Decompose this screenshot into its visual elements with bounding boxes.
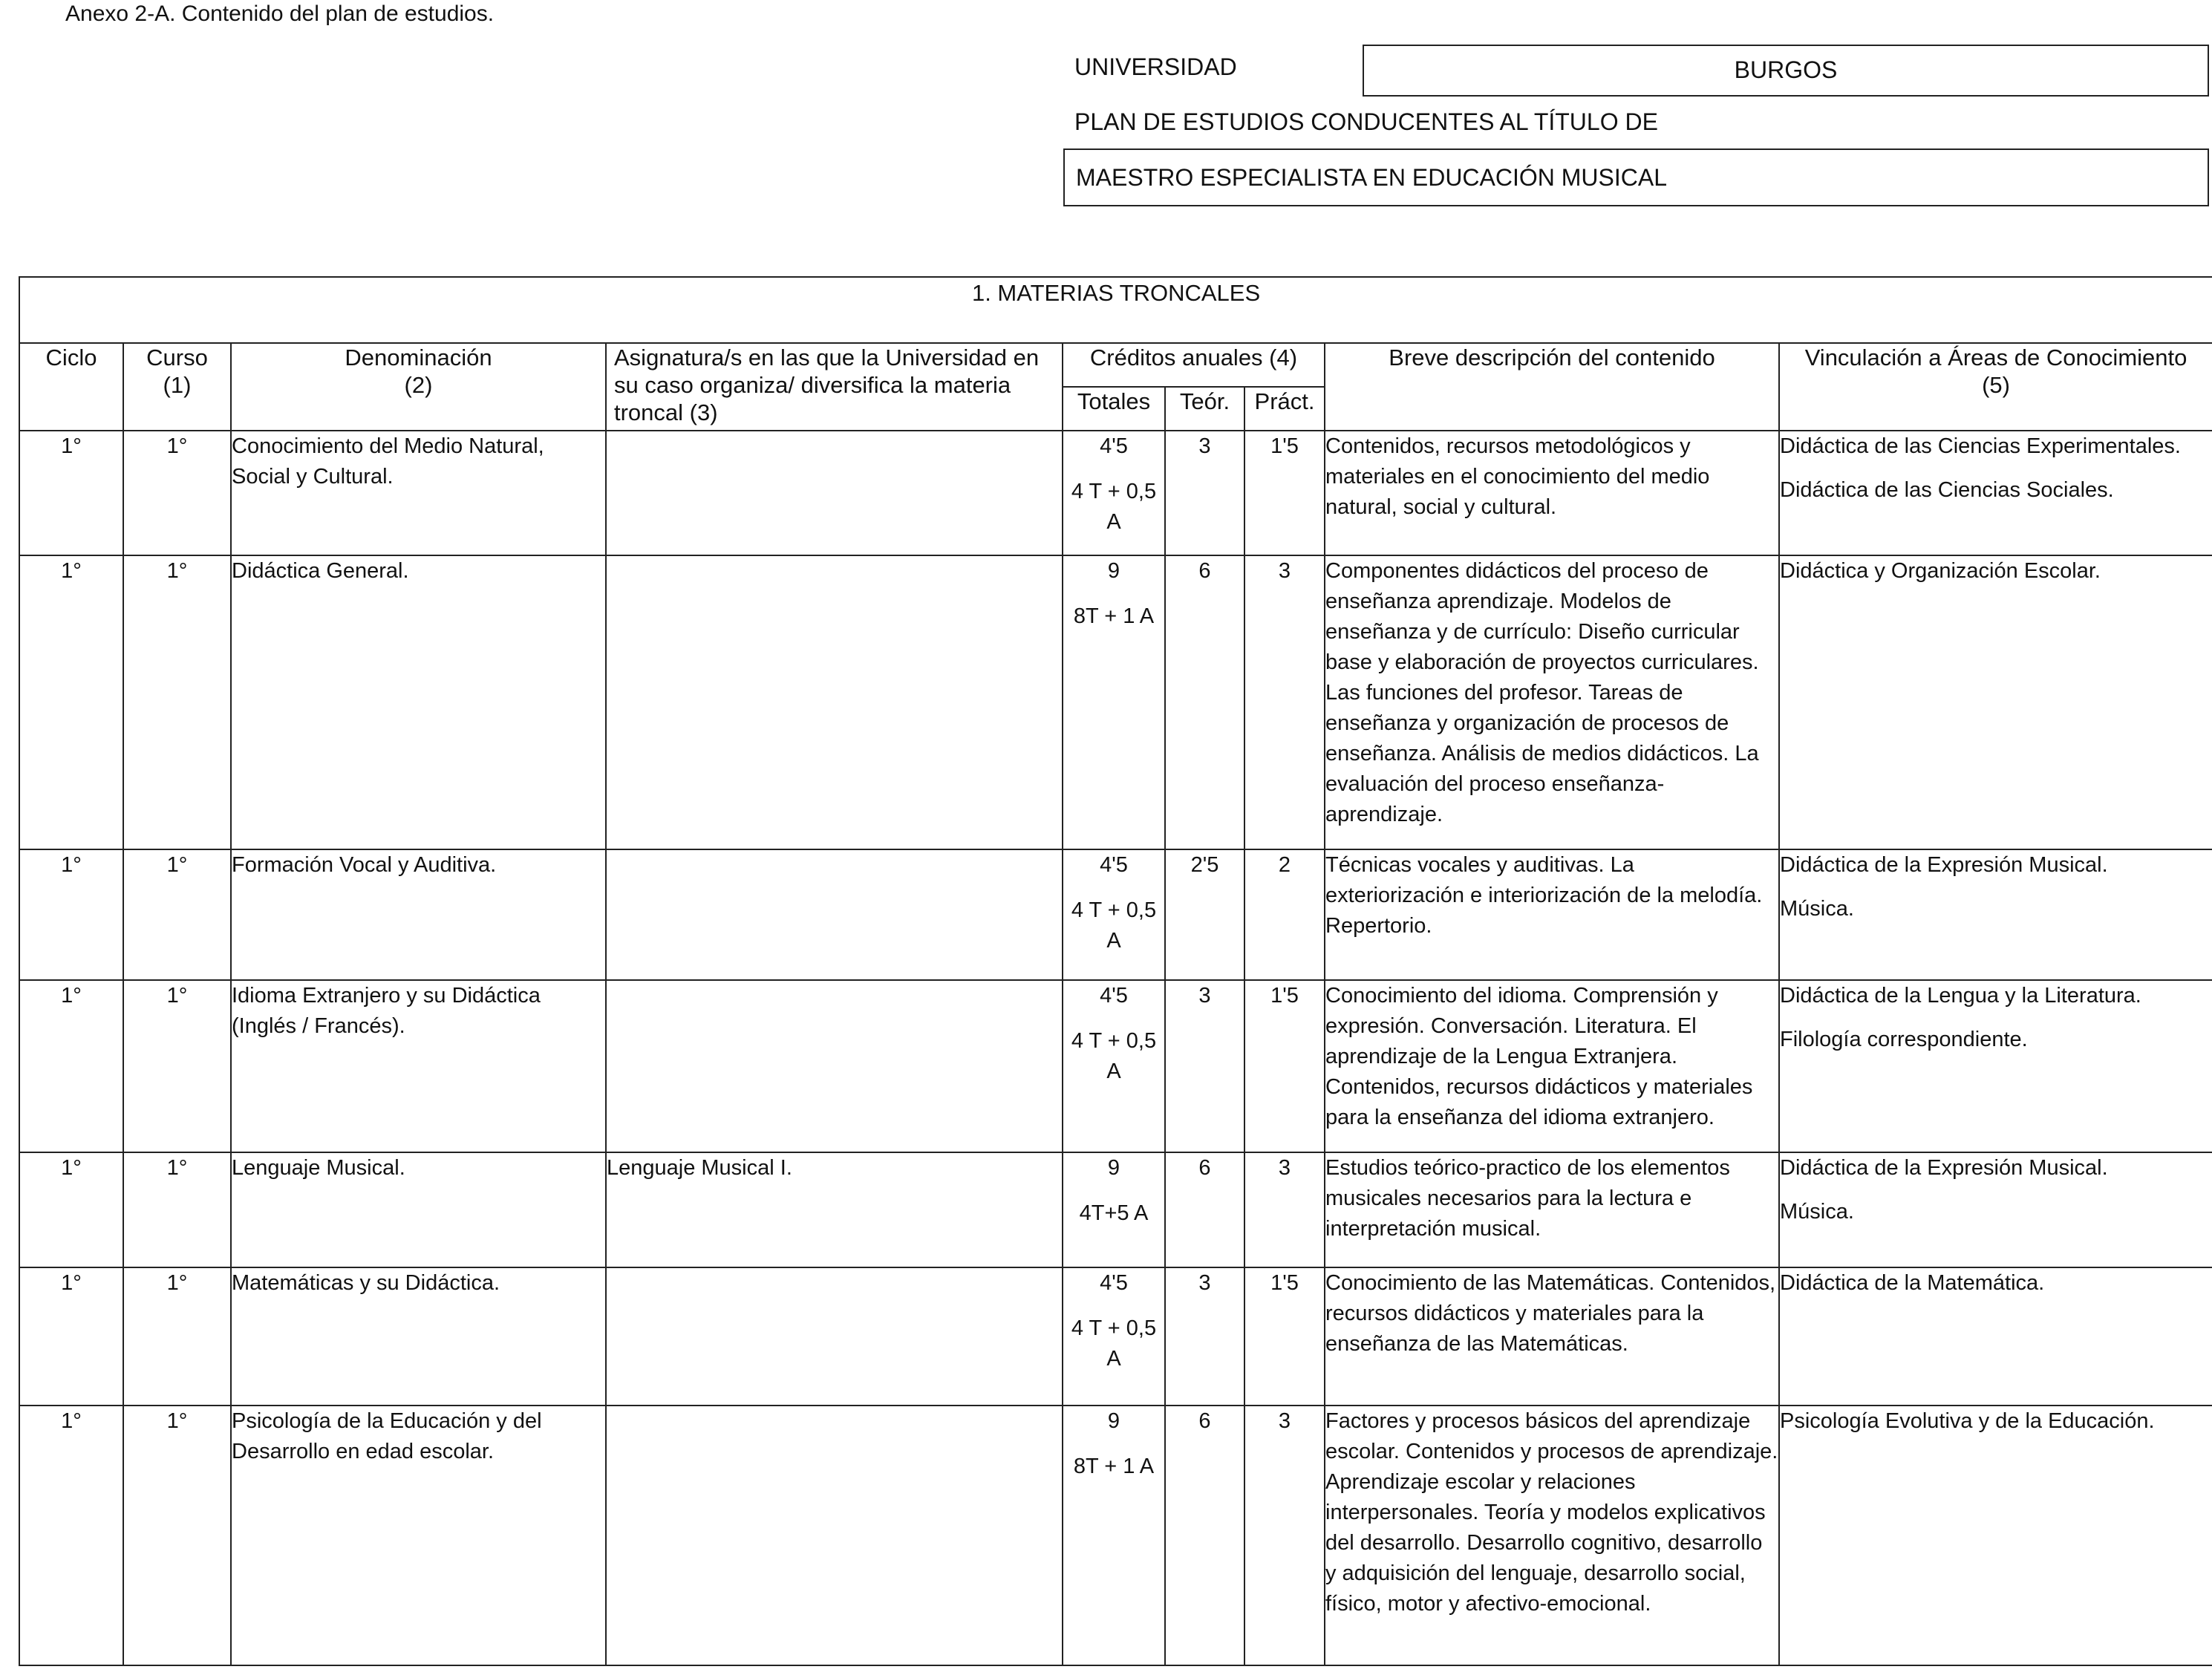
area-item: Música.: [1780, 1200, 1854, 1224]
totales-split: 4 T + 0,5 A: [1071, 480, 1157, 534]
col-creditos: Créditos anuales (4): [1063, 343, 1325, 387]
vinculacion-cell: [1779, 1152, 2212, 1267]
totales-split: 8T + 1 A: [1073, 604, 1155, 628]
pract-cell: 1'5: [1244, 431, 1325, 555]
area-item: Didáctica de las Ciencias Experimentales.: [1780, 434, 2181, 458]
vinculacion-cell: [1779, 980, 2212, 1152]
col-descripcion: Breve descripción del contenido: [1325, 343, 1779, 431]
pract-cell: 1'5: [1244, 980, 1325, 1152]
asignaturas-cell: [606, 555, 1063, 849]
denominacion-cell: Psicología de la Educación y del Desarrollo en edad escolar.: [231, 1406, 606, 1665]
curso-cell: 1°: [123, 980, 231, 1152]
col-denominacion-note: (2): [404, 372, 433, 398]
asignaturas-cell: Lenguaje Musical I.: [606, 1152, 1063, 1267]
table-row: [19, 431, 2212, 555]
col-totales: Totales: [1063, 387, 1165, 431]
totales-split: 4 T + 0,5 A: [1071, 898, 1157, 953]
denominacion-cell: Formación Vocal y Auditiva.: [231, 849, 606, 980]
asignaturas-cell: [606, 980, 1063, 1152]
descripcion-cell: Componentes didácticos del proceso de enseñanza aprendizaje. Modelos de enseñanza y de currículo: Diseño curricular base y elaboración de proyectos curriculares. Las funciones del profesor. Tareas de enseñanza y organización de procesos de enseñanza. Análisis de medios didácticos. La evaluación del proceso enseñanza-aprendizaje.: [1325, 555, 1779, 849]
col-denominacion-label: Denominación: [345, 345, 492, 370]
curso-cell: 1°: [123, 1152, 231, 1267]
totales-cell: [1063, 1267, 1165, 1406]
ciclo-cell: 1°: [19, 980, 123, 1152]
table-row: [19, 1152, 2212, 1267]
totales-value: 4'5: [1100, 1271, 1128, 1295]
col-curso: [123, 343, 231, 431]
table-row: [19, 1267, 2212, 1406]
pract-cell: 1'5: [1244, 1267, 1325, 1406]
totales-cell: [1063, 555, 1165, 849]
totales-value: 4'5: [1100, 853, 1128, 877]
universidad-label: UNIVERSIDAD: [1074, 53, 1237, 80]
ciclo-cell: 1°: [19, 1267, 123, 1406]
area-item: Didáctica de la Matemática.: [1780, 1271, 2045, 1295]
totales-split: 8T + 1 A: [1073, 1455, 1155, 1478]
plan-label: PLAN DE ESTUDIOS CONDUCENTES AL TÍTULO DE: [1074, 108, 1658, 135]
totales-cell: [1063, 849, 1165, 980]
pract-cell: 3: [1244, 1152, 1325, 1267]
asignaturas-cell: [606, 431, 1063, 555]
totales-value: 4'5: [1100, 434, 1128, 458]
ciclo-cell: 1°: [19, 1152, 123, 1267]
curso-cell: 1°: [123, 431, 231, 555]
col-asignaturas: Asignatura/s en las que la Universidad en su caso organiza/ diversifica la materia troncal (3): [606, 343, 1063, 431]
totales-value: 4'5: [1100, 984, 1128, 1008]
ciclo-cell: 1°: [19, 1406, 123, 1665]
totales-split: 4T+5 A: [1079, 1201, 1149, 1225]
area-item: Didáctica de las Ciencias Sociales.: [1780, 478, 2114, 502]
vinculacion-cell: [1779, 1267, 2212, 1406]
pract-cell: 3: [1244, 1406, 1325, 1665]
col-curso-label: Curso: [146, 345, 208, 370]
curso-cell: 1°: [123, 1267, 231, 1406]
totales-split: 4 T + 0,5 A: [1071, 1316, 1157, 1371]
col-vinculacion-note: (5): [1982, 372, 2010, 398]
area-item: Filología correspondiente.: [1780, 1028, 2028, 1051]
section-title: 1. MATERIAS TRONCALES: [19, 277, 2212, 343]
vinculacion-cell: [1779, 431, 2212, 555]
teor-cell: 6: [1165, 555, 1244, 849]
annex-title: Anexo 2-A. Contenido del plan de estudios.: [65, 1, 495, 26]
ciclo-cell: 1°: [19, 431, 123, 555]
totales-cell: [1063, 431, 1165, 555]
totales-value: 9: [1107, 559, 1120, 583]
col-pract: Práct.: [1244, 387, 1325, 431]
curso-cell: 1°: [123, 1406, 231, 1665]
pract-cell: 2: [1244, 849, 1325, 980]
vinculacion-cell: [1779, 1406, 2212, 1665]
asignaturas-cell: [606, 1267, 1063, 1406]
area-item: Didáctica y Organización Escolar.: [1780, 559, 2101, 583]
table-row: [19, 980, 2212, 1152]
teor-cell: 6: [1165, 1152, 1244, 1267]
vinculacion-cell: [1779, 849, 2212, 980]
area-item: Didáctica de la Lengua y la Literatura.: [1780, 984, 2141, 1008]
denominacion-cell: Matemáticas y su Didáctica.: [231, 1267, 606, 1406]
col-denominacion: [231, 343, 606, 431]
teor-cell: 2'5: [1165, 849, 1244, 980]
denominacion-cell: Didáctica General.: [231, 555, 606, 849]
denominacion-cell: Idioma Extranjero y su Didáctica (Inglés / Francés).: [231, 980, 606, 1152]
curso-cell: 1°: [123, 555, 231, 849]
denominacion-cell: Conocimiento del Medio Natural, Social y Cultural.: [231, 431, 606, 555]
ciclo-cell: 1°: [19, 555, 123, 849]
teor-cell: 3: [1165, 980, 1244, 1152]
teor-cell: 3: [1165, 1267, 1244, 1406]
totales-cell: [1063, 1152, 1165, 1267]
col-vinculacion: [1779, 343, 2212, 431]
ciclo-cell: 1°: [19, 849, 123, 980]
totales-cell: [1063, 980, 1165, 1152]
teor-cell: 6: [1165, 1406, 1244, 1665]
area-item: Didáctica de la Expresión Musical.: [1780, 853, 2108, 877]
col-vinculacion-label: Vinculación a Áreas de Conocimiento: [1804, 345, 2187, 370]
table-row: [19, 555, 2212, 849]
descripcion-cell: Contenidos, recursos metodológicos y materiales en el conocimiento del medio natural, social y cultural.: [1325, 431, 1779, 555]
teor-cell: 3: [1165, 431, 1244, 555]
descripcion-cell: Conocimiento del idioma. Comprensión y expresión. Conversación. Literatura. El aprendizaje de la Lengua Extranjera. Contenidos, recursos didácticos y materiales para la enseñanza del idioma extranjero.: [1325, 980, 1779, 1152]
descripcion-cell: Técnicas vocales y auditivas. La exteriorización e interiorización de la melodía. Repertorio.: [1325, 849, 1779, 980]
asignaturas-cell: [606, 849, 1063, 980]
table-row: [19, 849, 2212, 980]
col-ciclo: Ciclo: [19, 343, 123, 431]
vinculacion-cell: [1779, 555, 2212, 849]
totales-split: 4 T + 0,5 A: [1071, 1029, 1157, 1083]
degree-title-box: MAESTRO ESPECIALISTA EN EDUCACIÓN MUSICAL: [1063, 148, 2209, 206]
materias-troncales-table: [19, 276, 2212, 1666]
table-row: [19, 1406, 2212, 1665]
col-teor: Teór.: [1165, 387, 1244, 431]
area-item: Música.: [1780, 897, 1854, 921]
asignaturas-cell: [606, 1406, 1063, 1665]
descripcion-cell: Estudios teórico-practico de los elementos musicales necesarios para la lectura e interpretación musical.: [1325, 1152, 1779, 1267]
universidad-value-box: BURGOS: [1363, 45, 2209, 97]
totales-cell: [1063, 1406, 1165, 1665]
col-curso-note: (1): [163, 372, 192, 398]
curso-cell: 1°: [123, 849, 231, 980]
totales-value: 9: [1107, 1156, 1120, 1180]
pract-cell: 3: [1244, 555, 1325, 849]
descripcion-cell: Factores y procesos básicos del aprendizaje escolar. Contenidos y procesos de aprendizaje. Aprendizaje escolar y relaciones interpersonales. Teoría y modelos explicativos del desarrollo. Desarrollo cognitivo, desarrollo y adquisición del lenguaje, desarrollo social, físico, motor y afectivo-emocional.: [1325, 1406, 1779, 1665]
totales-value: 9: [1107, 1409, 1120, 1433]
denominacion-cell: Lenguaje Musical.: [231, 1152, 606, 1267]
area-item: Psicología Evolutiva y de la Educación.: [1780, 1409, 2155, 1433]
area-item: Didáctica de la Expresión Musical.: [1780, 1156, 2108, 1180]
descripcion-cell: Conocimiento de las Matemáticas. Contenidos, recursos didácticos y materiales para la enseñanza de las Matemáticas.: [1325, 1267, 1779, 1406]
